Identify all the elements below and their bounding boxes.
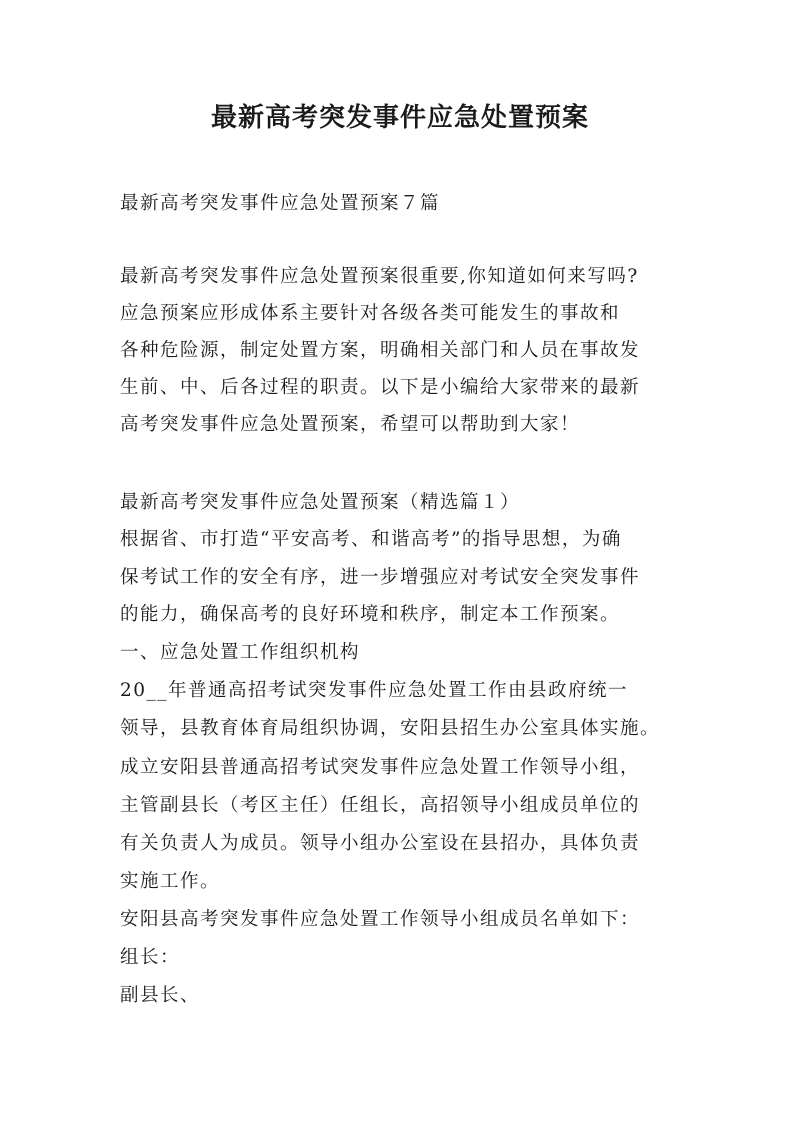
member-list-intro: 安阳县高考突发事件应急处置工作领导小组成员名单如下：: [120, 909, 641, 930]
section-line: 根据省、市打造“平安高考、和谐高考”的指导思想，为确: [120, 529, 622, 550]
intro-line: 生前、中、后各过程的职责。以下是小编给大家带来的最新: [120, 377, 641, 398]
leader-label: 组长：: [120, 947, 181, 968]
section-line: 保考试工作的安全有序，进一步增强应对考试安全突发事件: [120, 567, 641, 588]
section-heading: 最新高考突发事件应急处置预案（精选篇１）: [120, 492, 521, 513]
document-subtitle: 最新高考突发事件应急处置预案７篇: [120, 193, 441, 214]
org-line: 主管副县长（考区主任）任组长，高招领导小组成员单位的: [120, 795, 641, 816]
leader-value: 副县长、: [120, 985, 201, 1006]
section-line: 的能力，确保高考的良好环境和秩序，制定本工作预案。: [120, 604, 621, 625]
org-line: 20__年普通高招考试突发事件应急处置工作由县政府统一: [120, 680, 629, 701]
intro-line: 高考突发事件应急处置预案，希望可以帮助到大家！: [120, 414, 581, 435]
intro-line: 最新高考突发事件应急处置预案很重要,你知道如何来写吗?: [120, 266, 639, 287]
intro-line: 应急预案应形成体系主要针对各级各类可能发生的事故和: [120, 303, 621, 324]
org-line: 成立安阳县普通高招考试突发事件应急处置工作领导小组，: [120, 757, 641, 778]
org-line: 有关负责人为成员。领导小组办公室设在县招办，具体负责: [120, 833, 641, 854]
intro-line: 各种危险源，制定处置方案，明确相关部门和人员在事故发: [120, 340, 641, 361]
document-title: 最新高考突发事件应急处置预案: [210, 103, 589, 133]
org-line: 实施工作。: [120, 871, 221, 892]
org-heading: 一、应急处置工作组织机构: [120, 642, 361, 663]
org-line: 领导，县教育体育局组织协调，安阳县招生办公室具体实施。: [120, 718, 661, 739]
